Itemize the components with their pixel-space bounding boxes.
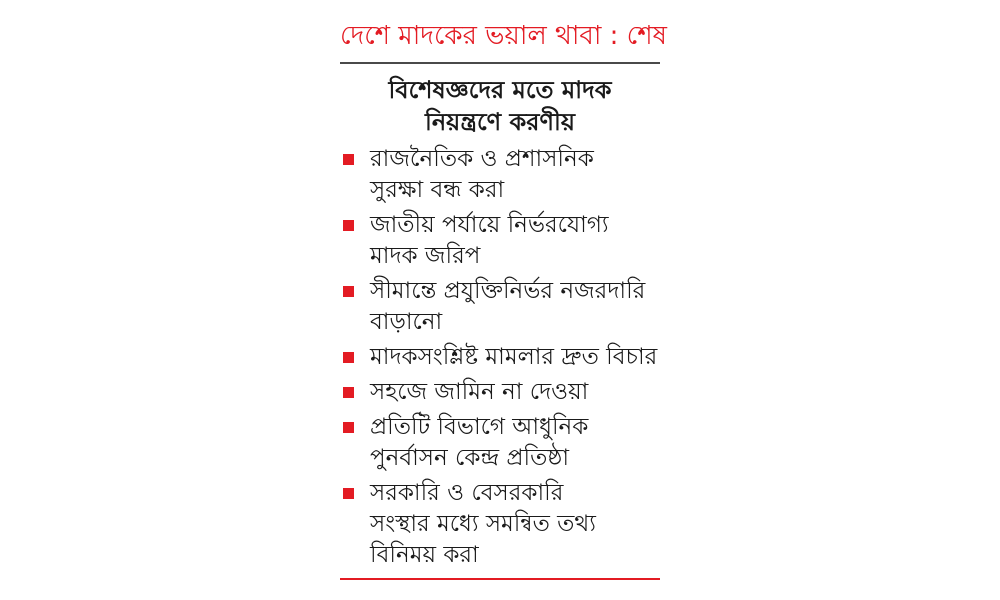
list-item (340, 412, 660, 474)
list-item-line: বাড়ানো (370, 309, 443, 335)
list-item-text (370, 412, 660, 474)
list-item-line: মাদকসংশ্লিষ্ট মামলার দ্রুত বিচার (370, 344, 658, 370)
list-item-line: সহজে জামিন না দেওয়া (370, 379, 589, 405)
square-bullet-icon (343, 286, 354, 297)
list-item-line: সীমান্তে প্রযুক্তিনির্ভর নজরদারি (370, 278, 646, 304)
list-item-line: প্রতিটি বিভাগে আধুনিক (370, 414, 589, 440)
square-bullet-icon (343, 387, 354, 398)
list-item-line: সুরক্ষা বন্ধ করা (370, 177, 505, 203)
list-item-line: বিনিময় করা (370, 542, 479, 568)
heading-line: বিশেষজ্ঞদের মতে মাদক (388, 76, 612, 104)
square-bullet-icon (343, 352, 354, 363)
list-item-line: সংস্থার মধ্যে সমন্বিত তথ্য (370, 511, 596, 537)
square-bullet-icon (343, 220, 354, 231)
title-divider (340, 62, 660, 64)
list-item (340, 144, 660, 206)
box-heading (340, 74, 660, 138)
list-item (340, 377, 660, 408)
list-item-line: পুনর্বাসন কেন্দ্র প্রতিষ্ঠা (370, 445, 570, 471)
heading-line: নিয়ন্ত্রণে করণীয় (424, 108, 575, 136)
list-item (340, 210, 660, 272)
list-item-line: জাতীয় পর্যায়ে নির্ভরযোগ্য (370, 212, 609, 238)
list-item-text (370, 144, 660, 206)
list-item (340, 478, 660, 571)
list-item (340, 276, 660, 338)
square-bullet-icon (343, 422, 354, 433)
recommendation-list (340, 144, 660, 575)
series-title: দেশে মাদকের ভয়াল থাবা : শেষ (340, 21, 667, 51)
square-bullet-icon (343, 488, 354, 499)
list-item-text (370, 342, 660, 373)
list-item-text (370, 377, 660, 408)
bottom-divider (340, 578, 660, 580)
list-item-line: রাজনৈতিক ও প্রশাসনিক (370, 146, 594, 172)
list-item-text (370, 276, 660, 338)
list-item-text (370, 210, 660, 272)
list-item-line: মাদক জরিপ (370, 243, 481, 269)
list-item (340, 342, 660, 373)
list-item-text (370, 478, 660, 571)
square-bullet-icon (343, 154, 354, 165)
info-card (340, 14, 667, 580)
list-item-line: সরকারি ও বেসরকারি (370, 480, 564, 506)
